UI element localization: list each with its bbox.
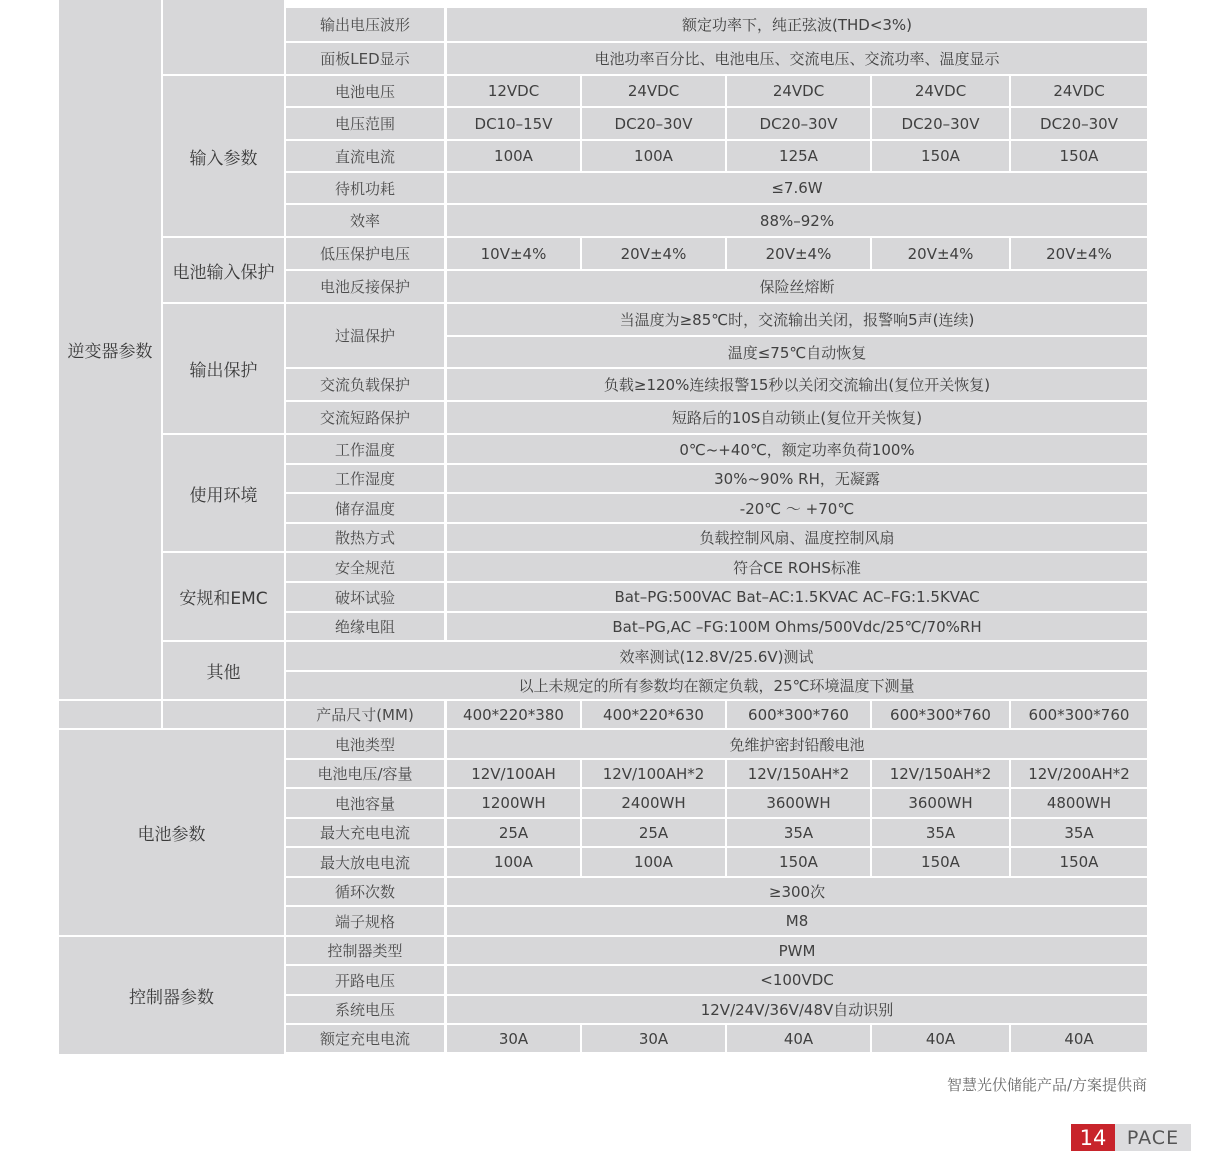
param-label: 电压范围 xyxy=(286,108,444,139)
param-label: 最大放电电流 xyxy=(286,848,444,876)
param-label: 最大充电电流 xyxy=(286,819,444,846)
param-value: 0℃~+40℃，额定功率负荷100% xyxy=(447,435,1147,463)
param-value: ≥300次 xyxy=(447,878,1147,905)
param-value: 负载≥120%连续报警15秒以关闭交流输出(复位开关恢复) xyxy=(447,369,1147,400)
param-label: 破坏试验 xyxy=(286,583,444,611)
param-value: DC10–15V xyxy=(447,108,580,139)
param-value: 30A xyxy=(582,1025,725,1052)
param-value: 3600WH xyxy=(872,789,1009,817)
param-label: 额定充电电流 xyxy=(286,1025,444,1052)
param-value: 24VDC xyxy=(582,76,725,106)
param-value: 24VDC xyxy=(727,76,870,106)
param-value: 400*220*380 xyxy=(447,701,580,728)
param-value: 100A xyxy=(447,141,580,171)
param-value: 25A xyxy=(447,819,580,846)
param-value: 负载控制风扇、温度控制风扇 xyxy=(447,524,1147,551)
param-value: 20V±4% xyxy=(1011,238,1147,269)
param-value: 125A xyxy=(727,141,870,171)
param-value: 温度≤75℃自动恢复 xyxy=(447,337,1147,367)
param-value: 20V±4% xyxy=(872,238,1009,269)
param-value: DC20–30V xyxy=(1011,108,1147,139)
page-badge xyxy=(1071,1124,1191,1151)
full-width-note: 以上未规定的所有参数均在额定负载，25℃环境温度下测量 xyxy=(286,672,1147,699)
param-label: 储存温度 xyxy=(286,494,444,522)
param-value: 30%~90% RH，无凝露 xyxy=(447,465,1147,492)
param-label: 面板LED显示 xyxy=(286,43,444,74)
param-value: 400*220*630 xyxy=(582,701,725,728)
spec-table xyxy=(59,0,1147,1054)
param-value: Bat–PG,AC –FG:100M Ohms/500Vdc/25℃/70%RH xyxy=(447,613,1147,640)
param-label: 安全规范 xyxy=(286,553,444,581)
param-value: 600*300*760 xyxy=(727,701,870,728)
param-value: 20V±4% xyxy=(582,238,725,269)
param-label: 待机功耗 xyxy=(286,173,444,203)
param-label: 电池容量 xyxy=(286,789,444,817)
param-value: 4800WH xyxy=(1011,789,1147,817)
param-value: 30A xyxy=(447,1025,580,1052)
param-label: 电池类型 xyxy=(286,730,444,758)
param-value: DC20–30V xyxy=(872,108,1009,139)
param-label: 开路电压 xyxy=(286,966,444,994)
param-value: 符合CE ROHS标准 xyxy=(447,553,1147,581)
param-label: 输出电压波形 xyxy=(286,8,444,41)
param-value: 12V/150AH*2 xyxy=(872,760,1009,787)
param-label: 低压保护电压 xyxy=(286,238,444,269)
param-value: 150A xyxy=(1011,141,1147,171)
category-cell: 控制器参数 xyxy=(59,937,284,1054)
param-value: 10V±4% xyxy=(447,238,580,269)
subgroup-cell: 其他 xyxy=(163,642,284,699)
param-value: DC20–30V xyxy=(582,108,725,139)
param-value: 12V/100AH*2 xyxy=(582,760,725,787)
param-value: 当温度为≥85℃时，交流输出关闭，报警响5声(连续) xyxy=(447,304,1147,335)
subgroup-cell: 使用环境 xyxy=(163,435,284,551)
param-label: 效率 xyxy=(286,205,444,236)
footer-tagline: 智慧光伏储能产品/方案提供商 xyxy=(946,1076,1147,1094)
param-value: 24VDC xyxy=(872,76,1009,106)
category-cell: 逆变器参数 xyxy=(59,0,161,699)
param-value: ≤7.6W xyxy=(447,173,1147,203)
param-label: 电池反接保护 xyxy=(286,271,444,302)
param-value: 600*300*760 xyxy=(1011,701,1147,728)
param-value: 25A xyxy=(582,819,725,846)
param-label: 散热方式 xyxy=(286,524,444,551)
subgroup-cell: 输入参数 xyxy=(163,76,284,236)
param-value: Bat–PG:500VAC Bat–AC:1.5KVAC AC–FG:1.5KVAC xyxy=(447,583,1147,611)
param-label: 绝缘电阻 xyxy=(286,613,444,640)
param-value: 电池功率百分比、电池电压、交流电压、交流功率、温度显示 xyxy=(447,43,1147,74)
param-value: 600*300*760 xyxy=(872,701,1009,728)
param-value: 20V±4% xyxy=(727,238,870,269)
param-label: 控制器类型 xyxy=(286,937,444,964)
param-value: 2400WH xyxy=(582,789,725,817)
param-value: 150A xyxy=(1011,848,1147,876)
subgroup-cell: 安规和EMC xyxy=(163,553,284,640)
full-width-note: 效率测试(12.8V/25.6V)测试 xyxy=(286,642,1147,670)
param-label: 直流电流 xyxy=(286,141,444,171)
param-value: 150A xyxy=(727,848,870,876)
param-value: 12V/200AH*2 xyxy=(1011,760,1147,787)
param-label: 系统电压 xyxy=(286,996,444,1023)
subgroup-cell: 输出保护 xyxy=(163,304,284,433)
param-value: 保险丝熔断 xyxy=(447,271,1147,302)
param-value: 35A xyxy=(727,819,870,846)
param-value: 12VDC xyxy=(447,76,580,106)
param-label: 电池电压 xyxy=(286,76,444,106)
param-value: M8 xyxy=(447,907,1147,935)
param-value: 150A xyxy=(872,848,1009,876)
subgroup-cell: 电池输入保护 xyxy=(163,238,284,302)
param-value: <100VDC xyxy=(447,966,1147,994)
param-label: 工作温度 xyxy=(286,435,444,463)
subgroup-cell xyxy=(163,0,284,74)
param-value: DC20–30V xyxy=(727,108,870,139)
param-label: 产品尺寸(MM) xyxy=(286,701,444,728)
category-cell xyxy=(59,701,161,728)
param-value: 40A xyxy=(872,1025,1009,1052)
param-value: 3600WH xyxy=(727,789,870,817)
param-value: 1200WH xyxy=(447,789,580,817)
param-value: 40A xyxy=(1011,1025,1147,1052)
param-value: 150A xyxy=(872,141,1009,171)
param-value: 100A xyxy=(582,141,725,171)
param-label: 工作湿度 xyxy=(286,465,444,492)
param-value: 短路后的10S自动锁止(复位开关恢复) xyxy=(447,402,1147,433)
param-value: 额定功率下，纯正弦波(THD<3%) xyxy=(447,8,1147,41)
category-cell: 电池参数 xyxy=(59,730,284,935)
param-value: 35A xyxy=(872,819,1009,846)
param-label: 循环次数 xyxy=(286,878,444,905)
param-label: 端子规格 xyxy=(286,907,444,935)
param-value: 免维护密封铅酸电池 xyxy=(447,730,1147,758)
param-value: 24VDC xyxy=(1011,76,1147,106)
page-number: 14 xyxy=(1071,1124,1115,1151)
param-label: 交流短路保护 xyxy=(286,402,444,433)
param-value: 12V/150AH*2 xyxy=(727,760,870,787)
param-value: 35A xyxy=(1011,819,1147,846)
param-value: PWM xyxy=(447,937,1147,964)
param-label: 电池电压/容量 xyxy=(286,760,444,787)
param-value: 40A xyxy=(727,1025,870,1052)
param-value: 100A xyxy=(447,848,580,876)
param-value: -20℃ ～ +70℃ xyxy=(447,494,1147,522)
subgroup-cell xyxy=(163,701,284,728)
param-label: 交流负载保护 xyxy=(286,369,444,400)
param-value: 12V/100AH xyxy=(447,760,580,787)
param-value: 100A xyxy=(582,848,725,876)
param-value: 12V/24V/36V/48V自动识别 xyxy=(447,996,1147,1023)
param-value: 88%–92% xyxy=(447,205,1147,236)
param-label: 过温保护 xyxy=(286,304,444,367)
page-word: PACE xyxy=(1115,1124,1191,1151)
